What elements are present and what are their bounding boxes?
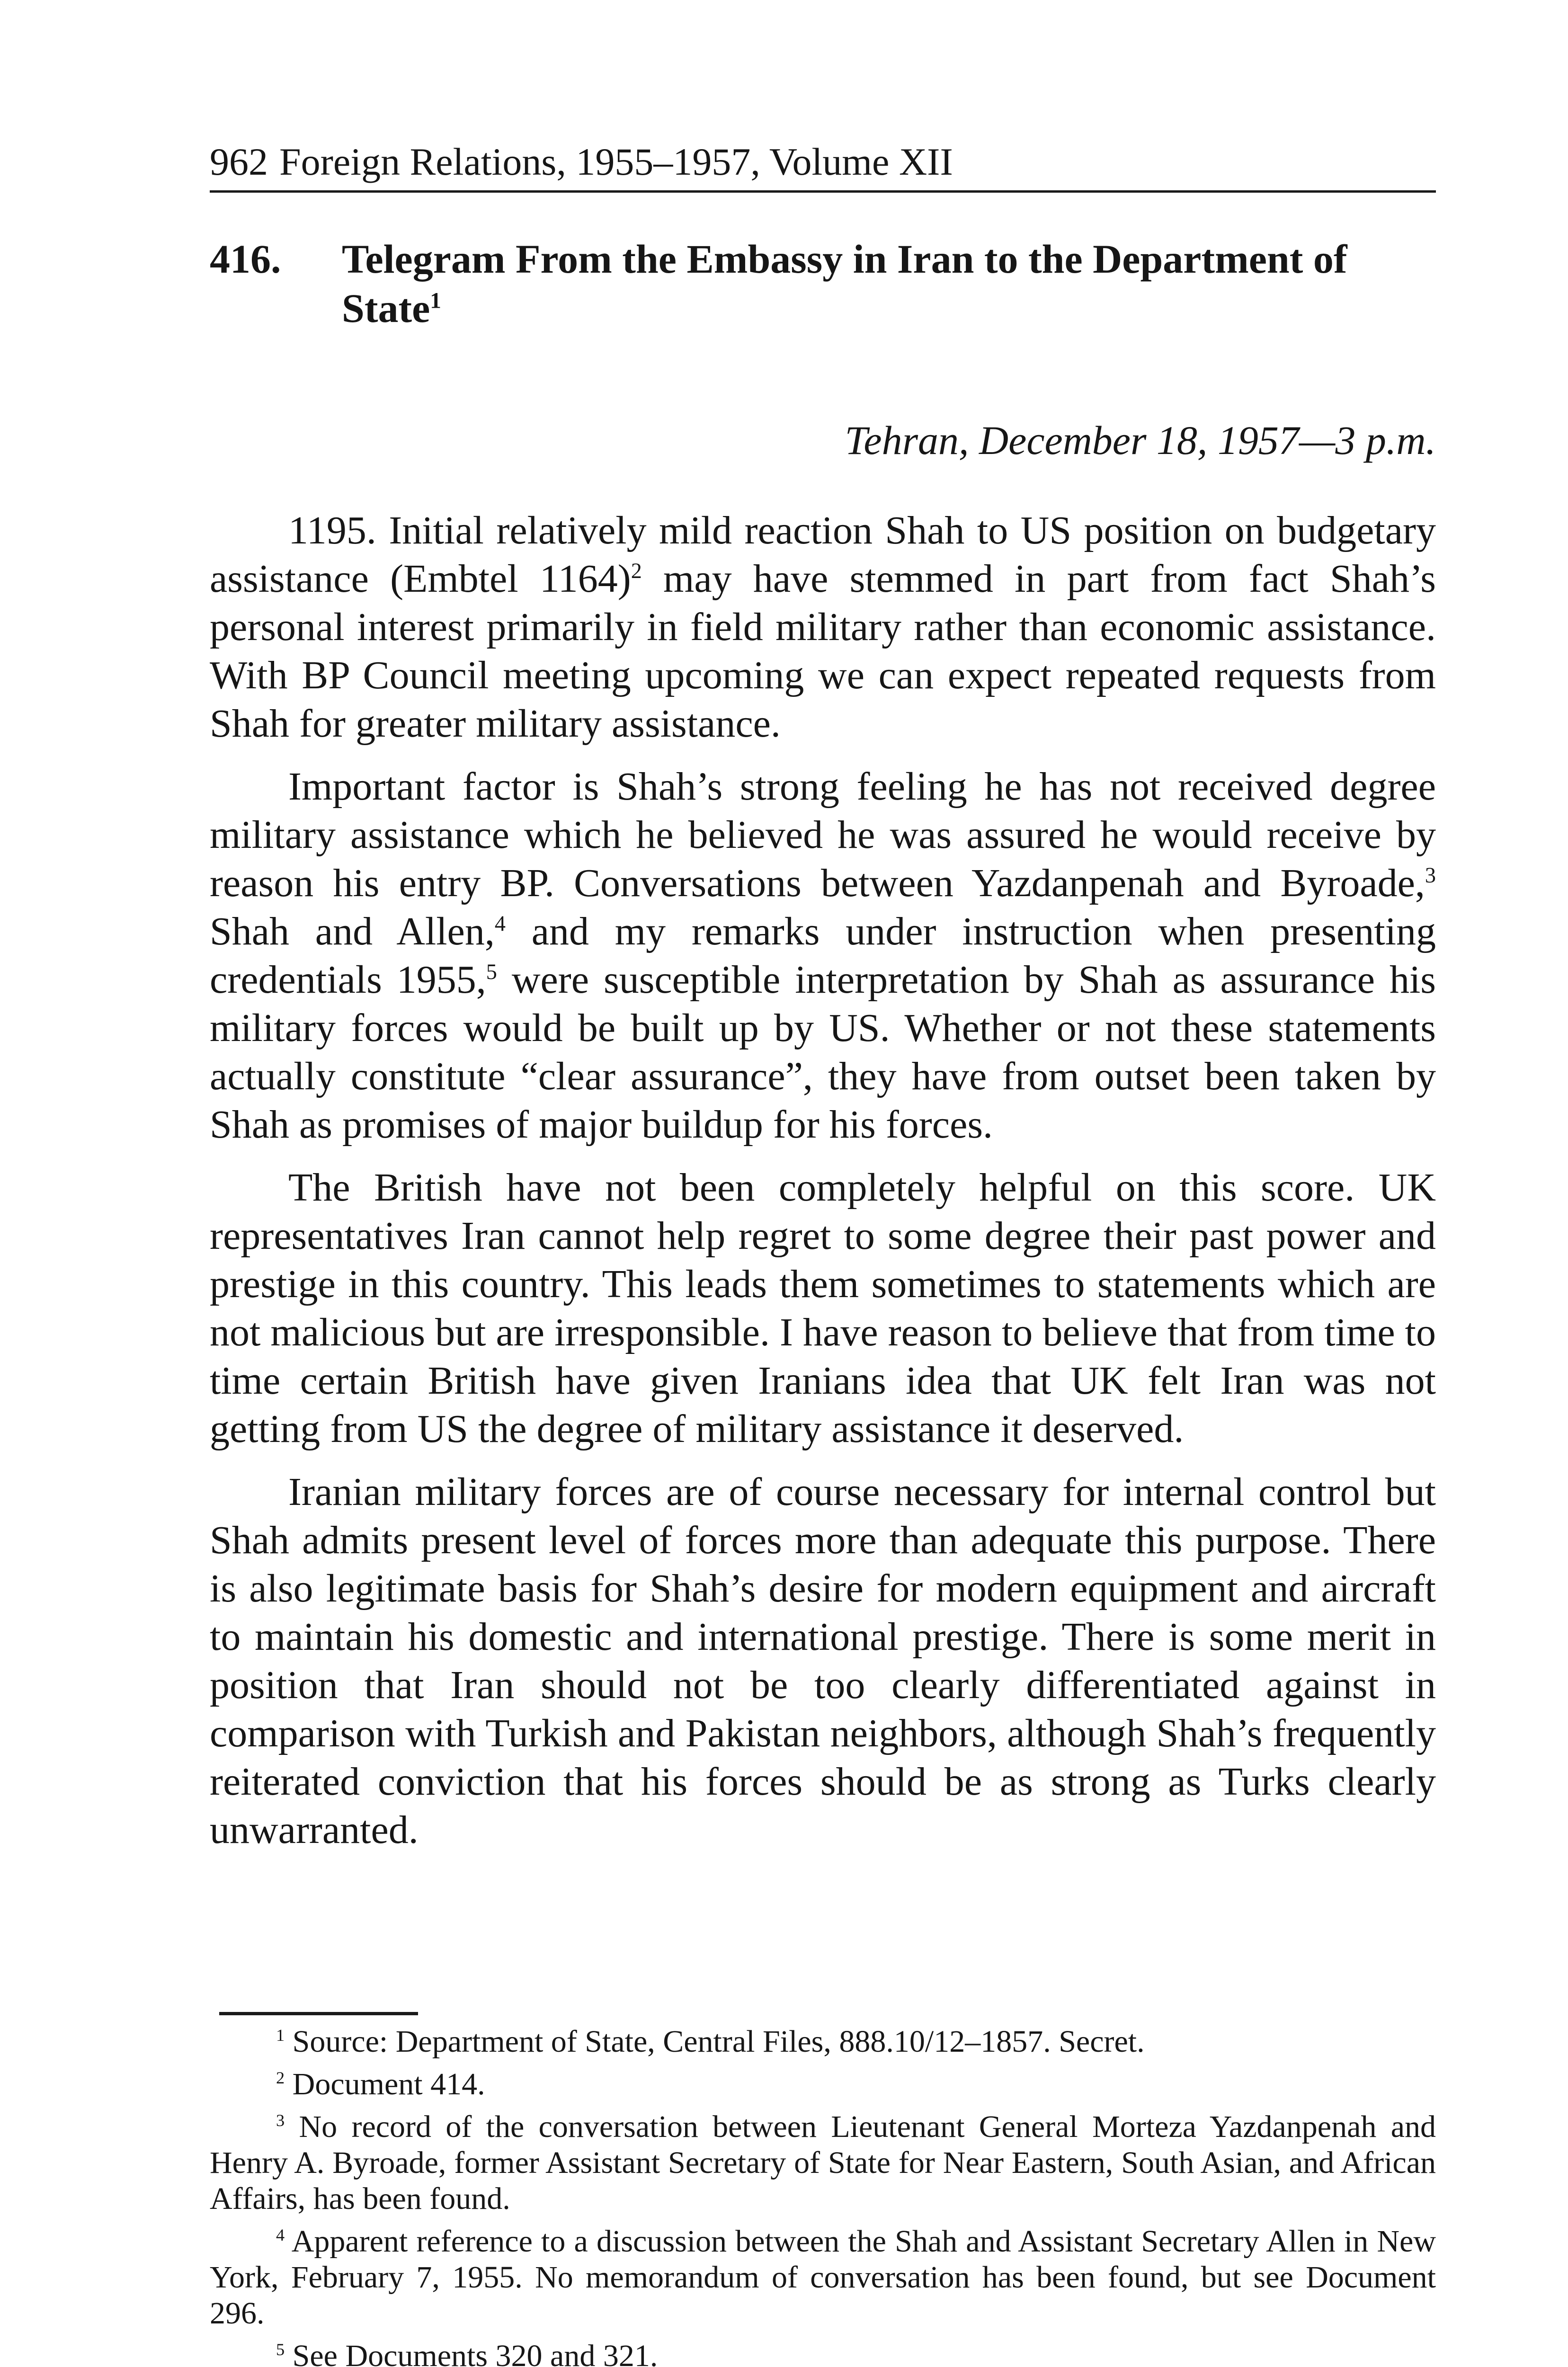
- footnote-text: Source: Department of State, Central Files, 888.10/12–1857. Secret.: [292, 2024, 1145, 2059]
- footnote-4: [210, 2224, 1436, 2331]
- paragraph-4: Iranian military forces are of course necessary for internal control but Shah admits present level of forces more than adequate this purpose. There is also legitimate basis for Shah’s desire for modern equipment and aircraft to maintain his domestic and international prestige. There is some merit in position that Iran should not be too clearly differentiated against in comparison with Turkish and Pakistan neighbors, although Shah’s frequently reiterated conviction that his forces should be as strong as Turks clearly unwarranted.: [210, 1470, 1436, 1852]
- paragraph-3: The British have not been completely helpful on this score. UK representatives Iran cannot help regret to some degree their past power and prestige in this country. This leads them sometimes to statements which are not malicious but are irresponsible. I have reason to believe that from time to time certain British have given Iranians idea that UK felt Iran was not getting from US the degree of military assistance it deserved.: [210, 1166, 1436, 1451]
- footnotes: [210, 2024, 1436, 2367]
- footnote-ref-5: 5: [486, 960, 497, 984]
- footnote-ref-3: 3: [1425, 863, 1436, 887]
- document-title-text: Telegram From the Embassy in Iran to the Department of State: [342, 236, 1347, 331]
- footnote-3: [210, 2109, 1436, 2217]
- dateline: Tehran, December 18, 1957—3 p.m.: [845, 418, 1436, 463]
- paragraph-2-text-b: Shah and Allen,: [210, 909, 495, 953]
- footnote-ref-2: 2: [631, 559, 642, 583]
- telegram-body: [210, 507, 1436, 1869]
- footnote-mark: 1: [276, 2026, 285, 2045]
- paragraph-2-text-d: were susceptible interpretation by Shah as assurance his military forces would be built up by US. Whether or not these statements actually constitute “clear assurance”, they have from outset been taken by Shah as promises of major buildup for his forces.: [210, 958, 1436, 1147]
- document-title: [342, 234, 1436, 333]
- footnote-divider: [219, 2012, 418, 2015]
- footnote-1: [210, 2024, 1436, 2060]
- paragraph-1: [210, 507, 1436, 748]
- footnote-mark: 5: [276, 2340, 285, 2359]
- running-head-title: Foreign Relations, 1955–1957, Volume XII: [279, 140, 953, 183]
- paragraph-1-text: 1195. Initial relatively mild reaction Shah to US position on budgetary assistance (Embtel 1164): [210, 508, 1436, 601]
- paragraph-2-text: Important factor is Shah’s strong feeling he has not received degree military assistance which he believed he was assured he would receive by reason his entry BP. Conversations between Yazdanpenah and Byroade,: [210, 765, 1436, 905]
- paragraph-2-text-c: and my remarks under instruction when presenting credentials 1955,: [210, 909, 1436, 1002]
- footnote-2: [210, 2066, 1436, 2102]
- footnote-mark: 4: [276, 2225, 285, 2244]
- footnote-text: Apparent reference to a discussion between the Shah and Assistant Secretary Allen in New York, February 7, 1955. No memorandum of conversation has been found, but see Document 296.: [210, 2224, 1436, 2331]
- paragraph-2: [210, 763, 1436, 1149]
- page-number: 962: [210, 140, 268, 183]
- document-number: 416.: [210, 236, 281, 282]
- footnote-text: No record of the conversation between Lieutenant General Morteza Yazdanpenah and Henry A. Byroade, former Assistant Secretary of State for Near Eastern, South Asian, and African Affairs, has been found.: [210, 2109, 1436, 2216]
- running-head: [210, 138, 1436, 193]
- footnote-text: Document 414.: [292, 2067, 485, 2101]
- footnote-ref-1: 1: [430, 288, 441, 313]
- footnote-text: See Documents 320 and 321.: [292, 2339, 658, 2367]
- footnote-ref-4: 4: [494, 911, 506, 935]
- footnote-mark: 2: [276, 2068, 285, 2087]
- paragraph-1-text-cont: may have stemmed in part from fact Shah’s personal interest primarily in field military rather than economic assistance. With BP Council meeting upcoming we can expect repeated requests from Shah for greater military assistance.: [210, 557, 1436, 746]
- footnote-5: [210, 2338, 1436, 2367]
- footnote-mark: 3: [276, 2111, 285, 2130]
